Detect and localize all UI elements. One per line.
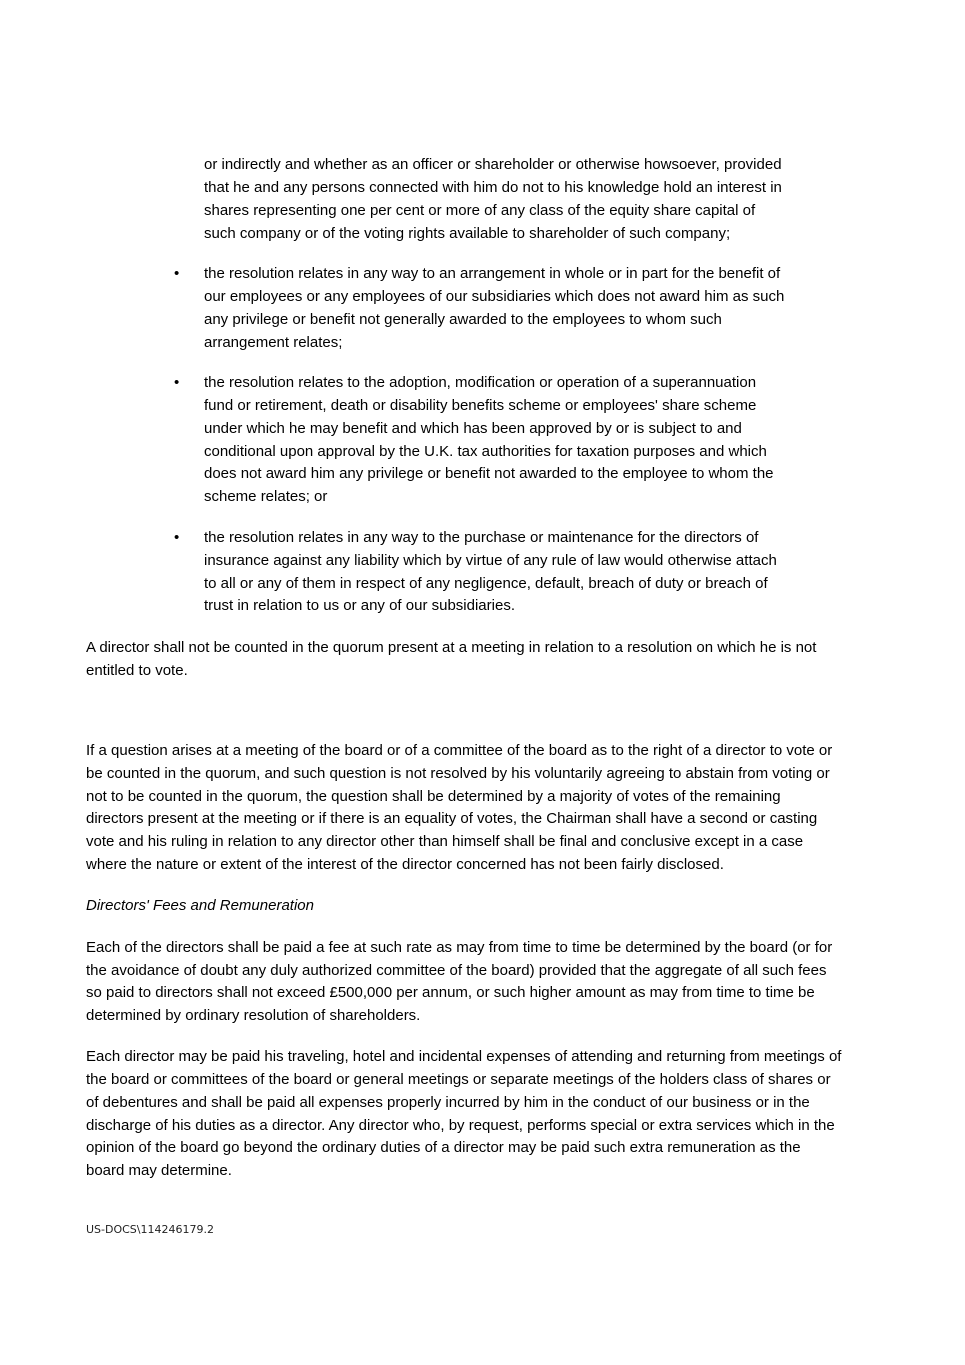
bullet-icon: • — [174, 374, 180, 391]
text-line: the board or committees of the board or general meetings or separate meetings of the holders class of shares or — [86, 1071, 831, 1088]
text-line: opinion of the board go beyond the ordinary duties of a director may be paid such extra remuneration as the — [86, 1139, 801, 1156]
bullet-icon: • — [174, 265, 180, 282]
text-line: the resolution relates in any way to an arrangement in whole or in part for the benefit of — [204, 265, 781, 282]
text-line: shares representing one per cent or more of any class of the equity share capital of — [204, 202, 756, 219]
text-line: of debentures and shall be paid all expenses properly incurred by him in the conduct of our business or in the — [86, 1094, 810, 1111]
text-line: our employees or any employees of our subsidiaries which does not award him as such — [204, 288, 785, 305]
text-line: Each director may be paid his traveling, hotel and incidental expenses of attending and returning from meetings of — [86, 1048, 842, 1065]
text-line: the resolution relates in any way to the purchase or maintenance for the directors of — [204, 529, 759, 546]
section-heading: Directors' Fees and Remuneration — [86, 897, 314, 914]
text-line: vote and his ruling in relation to any director other than himself shall be final and conclusive except in a case — [86, 833, 804, 850]
text-line: or indirectly and whether as an officer or shareholder or otherwise howsoever, provided — [204, 156, 782, 173]
document-footer-id: US-DOCS\114246179.2 — [86, 1223, 214, 1236]
text-line: determined by ordinary resolution of shareholders. — [86, 1007, 421, 1024]
text-line: scheme relates; or — [204, 488, 328, 505]
text-line: board may determine. — [86, 1162, 232, 1179]
text-line: not to be counted in the quorum, the question shall be determined by a majority of votes of the remaining — [86, 788, 781, 805]
text-line: Each of the directors shall be paid a fee at such rate as may from time to time be determined by the board (or for — [86, 939, 833, 956]
text-line: be counted in the quorum, and such question is not resolved by his voluntarily agreeing to abstain from voting or — [86, 765, 830, 782]
text-line: any privilege or benefit not generally awarded to the employees to whom such — [204, 311, 722, 328]
text-line: insurance against any liability which by virtue of any rule of law would otherwise attach — [204, 552, 777, 569]
text-line: the avoidance of doubt any duly authorized committee of the board) provided that the aggregate of all such fees — [86, 962, 827, 979]
text-line: to all or any of them in respect of any negligence, default, breach of duty or breach of — [204, 575, 768, 592]
text-line: A director shall not be counted in the quorum present at a meeting in relation to a resolution on which he is not — [86, 639, 817, 656]
bullet-icon: • — [174, 529, 180, 546]
text-line: under which he may benefit and which has been approved by or is subject to and — [204, 420, 742, 437]
text-line: fund or retirement, death or disability benefits scheme or employees' share scheme — [204, 397, 757, 414]
text-line: where the nature or extent of the interest of the director concerned has not been fairly disclosed. — [86, 856, 724, 873]
text-line: entitled to vote. — [86, 662, 188, 679]
text-line: the resolution relates to the adoption, modification or operation of a superannuation — [204, 374, 757, 391]
text-line: trust in relation to us or any of our subsidiaries. — [204, 597, 515, 614]
text-line: so paid to directors shall not exceed £500,000 per annum, or such higher amount as may from time to time be — [86, 984, 815, 1001]
text-line: directors present at the meeting or if there is an equality of votes, the Chairman shall have a second or casting — [86, 810, 818, 827]
text-line: does not award him any privilege or benefit not awarded to the employee to whom the — [204, 465, 774, 482]
text-line: conditional upon approval by the U.K. tax authorities for taxation purposes and which — [204, 443, 767, 460]
text-line: such company or of the voting rights available to shareholder of such company; — [204, 225, 731, 242]
text-line: discharge of his duties as a director. Any director who, by request, performs special or extra services which in the — [86, 1117, 835, 1134]
text-line: that he and any persons connected with him do not to his knowledge hold an interest in — [204, 179, 782, 196]
text-line: arrangement relates; — [204, 334, 343, 351]
text-line: If a question arises at a meeting of the board or of a committee of the board as to the right of a director to vote or — [86, 742, 833, 759]
